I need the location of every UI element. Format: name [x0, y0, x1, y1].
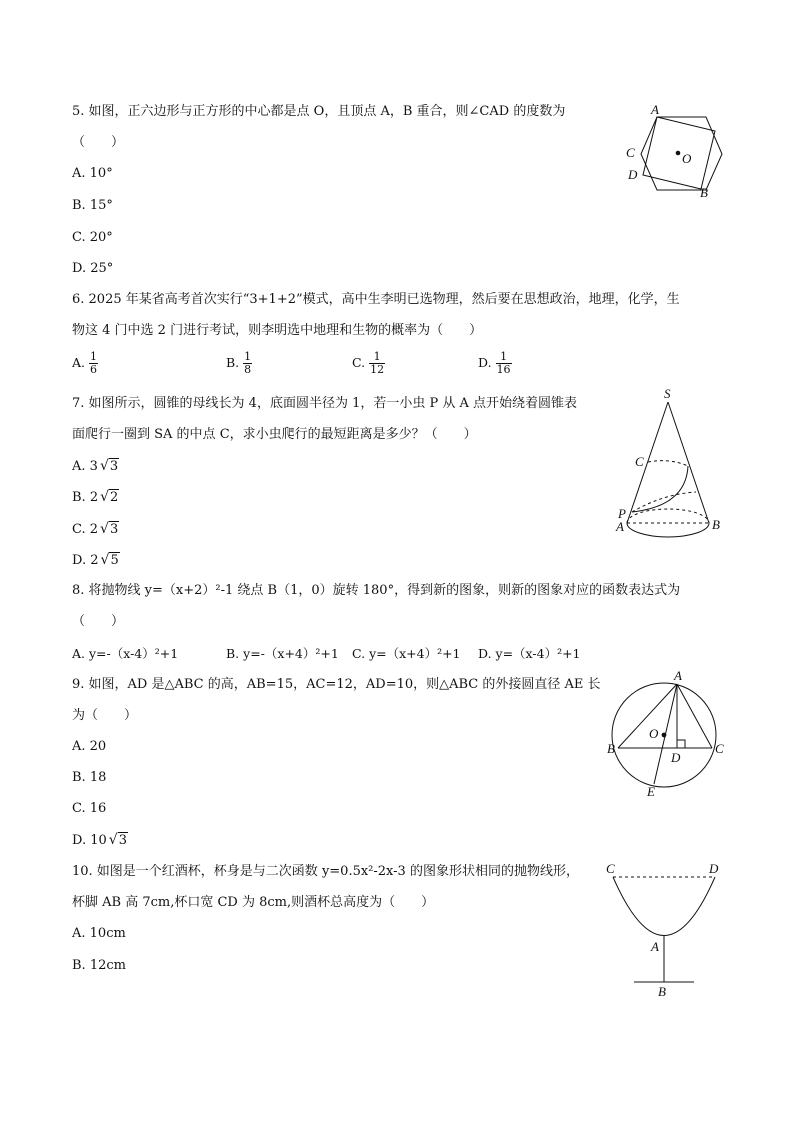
q10-label-a: A	[651, 939, 659, 954]
q8-stem: 8. 将抛物线 y=（x+2）²-1 绕点 B（1，0）旋转 180°，得到新的图象，则新的图象对应的函数表达式为	[72, 583, 681, 598]
q9-stem: 9. 如图，AD 是△ABC 的高，AB=15，AC=12，AD=10，则△ABC 的外接圆直径 AE 长	[72, 677, 601, 692]
q6-fraction-c: $\frac{1}{12}$	[370, 350, 385, 376]
q5-label-b: B	[700, 185, 708, 200]
q7-label-b: B	[712, 517, 720, 532]
q5-label-c: C	[626, 145, 635, 160]
q7-sqrt-d: √5	[100, 552, 119, 568]
q9-label-b: B	[607, 741, 615, 756]
q9-option-b[interactable]: B. 18	[72, 770, 107, 785]
q5-figure-hexagon-square	[620, 100, 730, 200]
q6-stem-line1: 6. 2025 年某省高考首次实行“3+1+2”模式，高中生李明已选物理，然后要在思想政治，地理，化学，生	[72, 292, 680, 307]
q9-stem-line2: 为（ ）	[72, 708, 138, 723]
q7-sqrt-a: √3	[99, 458, 119, 474]
q8-option-d[interactable]: D. y=（x-4）²+1	[478, 646, 581, 661]
q9-label-d: D	[671, 750, 681, 765]
q9-sqrt-d: √3	[108, 832, 127, 848]
q8-option-c[interactable]: C. y=（x+4）²+1	[352, 646, 461, 661]
q7-figure-cone	[608, 388, 738, 558]
q5-option-a[interactable]: A. 10°	[72, 166, 113, 181]
q9-label-o: O	[649, 726, 659, 741]
q9-label-c: C	[715, 741, 724, 756]
q7-option-c[interactable]: C. 2 √3	[72, 521, 119, 537]
q7-label-c: C	[635, 454, 644, 469]
q5-paren: （ ）	[72, 135, 125, 150]
q9-option-a[interactable]: A. 20	[72, 739, 107, 754]
q5-stem: 5. 如图，正六边形与正方形的中心都是点 O，且顶点 A，B 重合，则∠CAD 的度数为	[72, 104, 566, 119]
q10-option-b[interactable]: B. 12cm	[72, 958, 126, 973]
q7-option-d[interactable]: D. 2 √5	[72, 552, 119, 568]
q9-label-a: A	[674, 668, 682, 683]
q10-figure-wine-glass	[598, 856, 728, 1002]
q7-label-a: A	[616, 519, 624, 534]
q7-sqrt-c: √3	[100, 521, 119, 537]
q9-label-e: E	[647, 784, 655, 799]
q5-label-a: A	[651, 102, 659, 117]
q6-option-b[interactable]: B. $\frac{1}{8}$	[226, 350, 252, 376]
q9-figure-circumcircle	[598, 668, 738, 800]
q10-option-a[interactable]: A. 10cm	[72, 926, 126, 941]
q8-paren: （ ）	[72, 614, 125, 629]
q7-stem-line1: 7. 如图所示，圆锥的母线长为 4，底面圆半径为 1，若一小虫 P 从 A 点开始绕着圆锥表	[72, 396, 578, 411]
q6-fraction-a: $\frac{1}{6}$	[90, 350, 98, 376]
q10-stem-line2: 杯脚 AB 高 7cm,杯口宽 CD 为 8cm,则酒杯总高度为（ ）	[72, 895, 435, 910]
q9-option-d[interactable]: D. 10 √3	[72, 832, 127, 848]
q7-sqrt-b: √2	[100, 489, 119, 505]
q7-label-s: S	[664, 388, 671, 401]
q6-fraction-d: $\frac{1}{16}$	[496, 350, 511, 376]
q5-option-b[interactable]: B. 15°	[72, 198, 113, 213]
q7-stem-line2: 面爬行一圈到 SA 的中点 C，求小虫爬行的最短距离是多少？（ ）	[72, 427, 477, 442]
q5-label-o: O	[682, 151, 692, 166]
q6-option-c[interactable]: C. $\frac{1}{12}$	[352, 350, 385, 376]
q8-option-a[interactable]: A. y=-（x-4）²+1	[72, 646, 179, 661]
q10-stem-line1: 10. 如图是一个红酒杯，杯身是与二次函数 y=0.5x²-2x-3 的图象形状相同的抛物线形，	[72, 864, 579, 879]
q9-option-c[interactable]: C. 16	[72, 801, 107, 816]
q7-label-p: P	[618, 506, 626, 521]
q6-option-a[interactable]: A. $\frac{1}{6}$	[72, 350, 98, 376]
q6-option-d[interactable]: D. $\frac{1}{16}$	[478, 350, 511, 376]
q5-option-d[interactable]: D. 25°	[72, 261, 114, 276]
q8-option-b[interactable]: B. y=-（x+4）²+1	[226, 646, 339, 661]
q6-stem-line2: 物这 4 门中选 2 门进行考试，则李明选中地理和生物的概率为（ ）	[72, 323, 483, 338]
q7-option-b[interactable]: B. 2 √2	[72, 489, 119, 505]
q6-fraction-b: $\frac{1}{8}$	[244, 350, 252, 376]
q10-label-c: C	[606, 861, 615, 876]
q5-option-c[interactable]: C. 20°	[72, 230, 113, 245]
q10-label-b: B	[658, 984, 666, 999]
q10-label-d: D	[709, 861, 719, 876]
q5-label-d: D	[628, 167, 638, 182]
q7-option-a[interactable]: A. 3 √3	[72, 458, 119, 474]
